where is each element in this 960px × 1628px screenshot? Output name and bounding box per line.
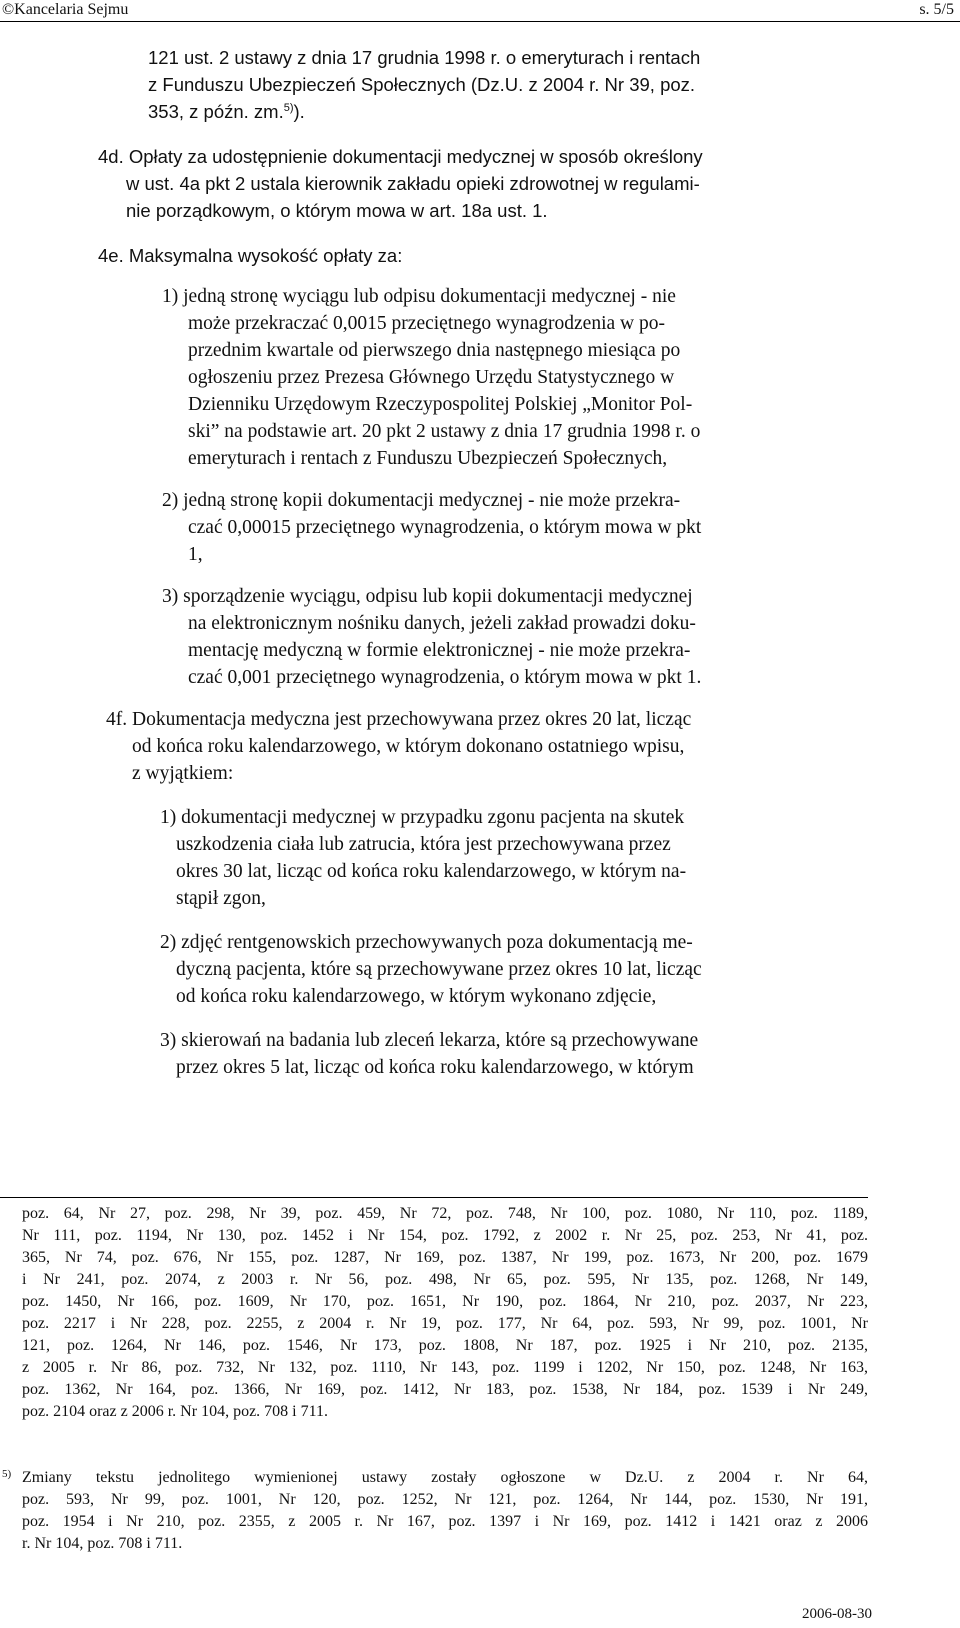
footnote-line: poz. 64, Nr 27, poz. 298, Nr 39, poz. 459, Nr 72, poz. 748, Nr 100, poz. 1080, Nr 110, poz. 1189,	[22, 1205, 868, 1222]
text-line: mentację medyczną w formie elektronicznej - nie może przekra-	[188, 640, 691, 661]
text-line: na elektronicznym nośniku danych, jeżeli zakład prowadzi doku-	[188, 613, 696, 634]
footnote-line: poz. 2104 oraz z 2006 r. Nr 104, poz. 708 i 711.	[22, 1403, 329, 1420]
footnote-5-line: Zmiany tekstu jednolitego wymienionej ustawy zostały ogłoszone w Dz.U. z 2004 r. Nr 64,	[22, 1469, 868, 1486]
text-line: przednim kwartale od pierwszego dnia następnego miesiąca po	[188, 340, 681, 361]
footnote-line: 365, Nr 74, poz. 676, Nr 155, poz. 1287, Nr 169, poz. 1387, Nr 199, poz. 1673, Nr 200, poz. 1679	[22, 1249, 868, 1266]
text-line: może przekraczać 0,0015 przeciętnego wynagrodzenia w po-	[188, 313, 665, 334]
footnote-line: poz. 2217 i Nr 228, poz. 2255, z 2004 r. Nr 19, poz. 177, Nr 64, poz. 593, Nr 99, poz. 1001, Nr	[22, 1315, 868, 1332]
text-line: w ust. 4a pkt 2 ustala kierownik zakładu opieki zdrowotnej w regulami-	[126, 173, 700, 194]
text-line-with-ref	[148, 99, 305, 125]
text-line: 1) jedną stronę wyciągu lub odpisu dokumentacji medycznej - nie	[162, 286, 676, 307]
text-line: czać 0,00015 przeciętnego wynagrodzenia, o którym mowa w pkt	[188, 517, 702, 538]
text-line: 2) jedną stronę kopii dokumentacji medycznej - nie może przekra-	[162, 490, 681, 511]
text-line: okres 30 lat, licząc od końca roku kalendarzowego, w którym na-	[176, 861, 687, 882]
text-line: dyczną pacjenta, które są przechowywane przez okres 10 lat, licząc	[176, 959, 702, 980]
text-line-end: ).	[293, 101, 305, 122]
text-line: ski” na podstawie art. 20 pkt 2 ustawy z dnia 17 grudnia 1998 r. o	[188, 421, 701, 442]
section-4d-heading: 4d. Opłaty za udostępnienie dokumentacji medycznej w sposób określony	[98, 146, 703, 167]
text-line: Dzienniku Urzędowym Rzeczypospolitej Polskiej „Monitor Pol-	[188, 394, 693, 415]
header-rule	[0, 21, 960, 22]
footnote-line: 121, poz. 1264, Nr 146, poz. 1546, Nr 173, poz. 1808, Nr 187, poz. 1925 i Nr 210, poz. 2135,	[22, 1337, 868, 1354]
footer-date: 2006-08-30	[802, 1606, 872, 1622]
footnote-line: poz. 1450, Nr 166, poz. 1609, Nr 170, poz. 1651, Nr 190, poz. 1864, Nr 210, poz. 2037, Nr 223,	[22, 1293, 868, 1310]
copyright-label: ©Kancelaria Sejmu	[2, 1, 129, 18]
page-number: s. 5/5	[919, 1, 954, 18]
page-header	[0, 0, 960, 22]
section-4e-heading: 4e. Maksymalna wysokość opłaty za:	[98, 245, 403, 266]
footnote-rule	[0, 1197, 868, 1198]
footnote-5-mark: 5)	[2, 1468, 12, 1480]
footnote-ref: 5)	[283, 101, 294, 114]
footnote-line: i Nr 241, poz. 2074, z 2003 r. Nr 56, poz. 498, Nr 65, poz. 595, Nr 135, poz. 1268, Nr 149,	[22, 1271, 868, 1288]
text-line: 121 ust. 2 ustawy z dnia 17 grudnia 1998 r. o emeryturach i rentach	[148, 47, 701, 68]
text-line: przez okres 5 lat, licząc od końca roku kalendarzowego, w którym	[176, 1057, 694, 1078]
footnote-line: poz. 1362, Nr 164, poz. 1366, Nr 169, poz. 1412, Nr 183, poz. 1538, Nr 184, poz. 1539 i Nr 249,	[22, 1381, 868, 1398]
text-line: czać 0,001 przeciętnego wynagrodzenia, o którym mowa w pkt 1.	[188, 667, 702, 688]
text-line: nie porządkowym, o którym mowa w art. 18a ust. 1.	[126, 200, 548, 221]
text-line: stąpił zgon,	[176, 888, 266, 909]
section-4f-heading: 4f. Dokumentacja medyczna jest przechowywana przez okres 20 lat, licząc	[106, 709, 692, 730]
footnote-line: Nr 111, poz. 1194, Nr 130, poz. 1452 i Nr 154, poz. 1792, z 2002 r. Nr 25, poz. 253, Nr 41, poz.	[22, 1227, 868, 1244]
text-line: z wyjątkiem:	[132, 763, 234, 784]
text-line: 3) skierowań na badania lub zleceń lekarza, które są przechowywane	[160, 1030, 699, 1051]
text-line: od końca roku kalendarzowego, w którym dokonano ostatniego wpisu,	[132, 736, 685, 757]
text-line: 2) zdjęć rentgenowskich przechowywanych poza dokumentacją me-	[160, 932, 693, 953]
footnote-5-line: poz. 1954 i Nr 210, poz. 2355, z 2005 r. Nr 167, poz. 1397 i Nr 169, poz. 1412 i 1421 oraz z 2006	[22, 1513, 868, 1530]
text-line: 3) sporządzenie wyciągu, odpisu lub kopii dokumentacji medycznej	[162, 586, 693, 607]
text-line: emeryturach i rentach z Funduszu Ubezpieczeń Społecznych,	[188, 448, 668, 469]
footnote-5-line: poz. 593, Nr 99, poz. 1001, Nr 120, poz. 1252, Nr 121, poz. 1264, Nr 144, poz. 1530, Nr 191,	[22, 1491, 868, 1508]
text-line: od końca roku kalendarzowego, w którym wykonano zdjęcie,	[176, 986, 657, 1007]
text-line: 1) dokumentacji medycznej w przypadku zgonu pacjenta na skutek	[160, 807, 685, 828]
text-line: z Funduszu Ubezpieczeń Społecznych (Dz.U. z 2004 r. Nr 39, poz.	[148, 74, 696, 95]
footnote-5-line: r. Nr 104, poz. 708 i 711.	[22, 1535, 183, 1552]
footnote-line: z 2005 r. Nr 86, poz. 732, Nr 132, poz. 1110, Nr 143, poz. 1199 i 1202, Nr 150, poz. 1248, Nr 163,	[22, 1359, 868, 1376]
text-line: 1,	[188, 544, 203, 565]
text-line: uszkodzenia ciała lub zatrucia, która jest przechowywana przez	[176, 834, 671, 855]
text-line: 353, z późn. zm.	[148, 101, 284, 122]
text-line: ogłoszeniu przez Prezesa Głównego Urzędu Statystycznego w	[188, 367, 675, 388]
